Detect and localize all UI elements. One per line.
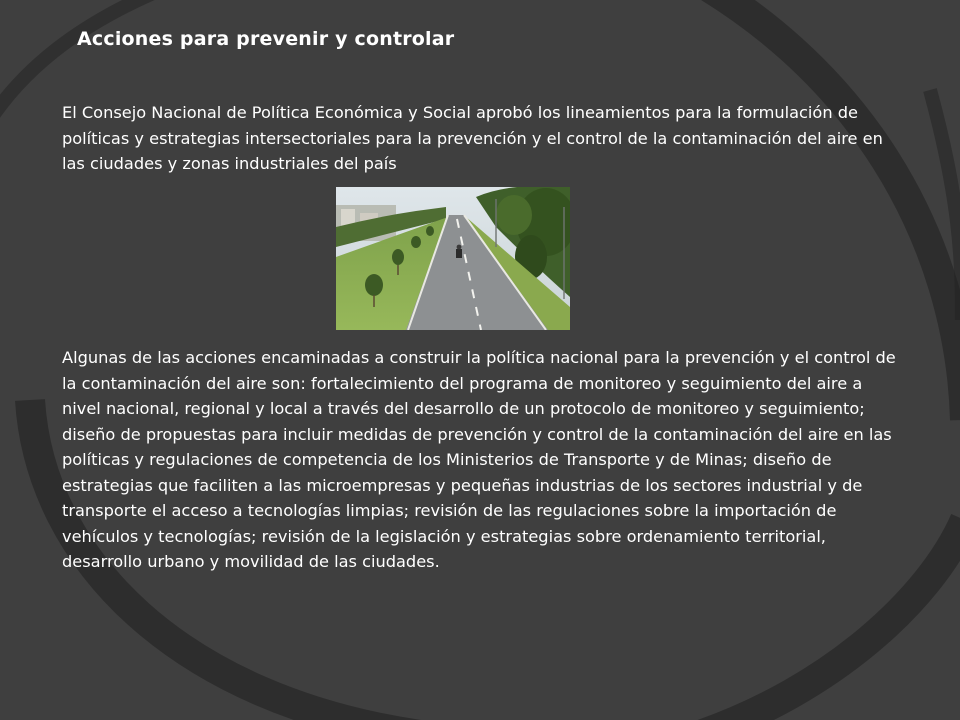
slide-title: Acciones para prevenir y controlar xyxy=(77,28,455,50)
intro-paragraph: El Consejo Nacional de Política Económica y Social aprobó los lineamientos para la formulación de políticas y estrategias intersectoriales para la prevención y el control de la contaminación del aire en las ciudades y zonas industriales del país xyxy=(62,103,883,173)
actions-paragraph: Algunas de las acciones encaminadas a construir la política nacional para la prevención y el control de la contaminación del aire son: fortalecimiento del programa de monitoreo y seguimiento del aire a nivel nacional, regional y local a través del desarrollo de un protocolo de monitoreo y seguimiento; diseño de propuestas para incluir medidas de prevención y control de la contaminación del aire en las políticas y regulaciones de competencia de los Ministerios de Transporte y de Minas; diseño de estrategias que faciliten a las microempresas y pequeñas industrias de los sectores industrial y de transporte el acceso a tecnologías limpias; revisión de las regulaciones sobre la importación de vehículos y tecnologías; revisión de la legislación y estrategias sobre ordenamiento territorial, desarrollo urbano y movilidad de las ciudades. xyxy=(62,348,896,571)
highway-photo xyxy=(336,187,570,330)
